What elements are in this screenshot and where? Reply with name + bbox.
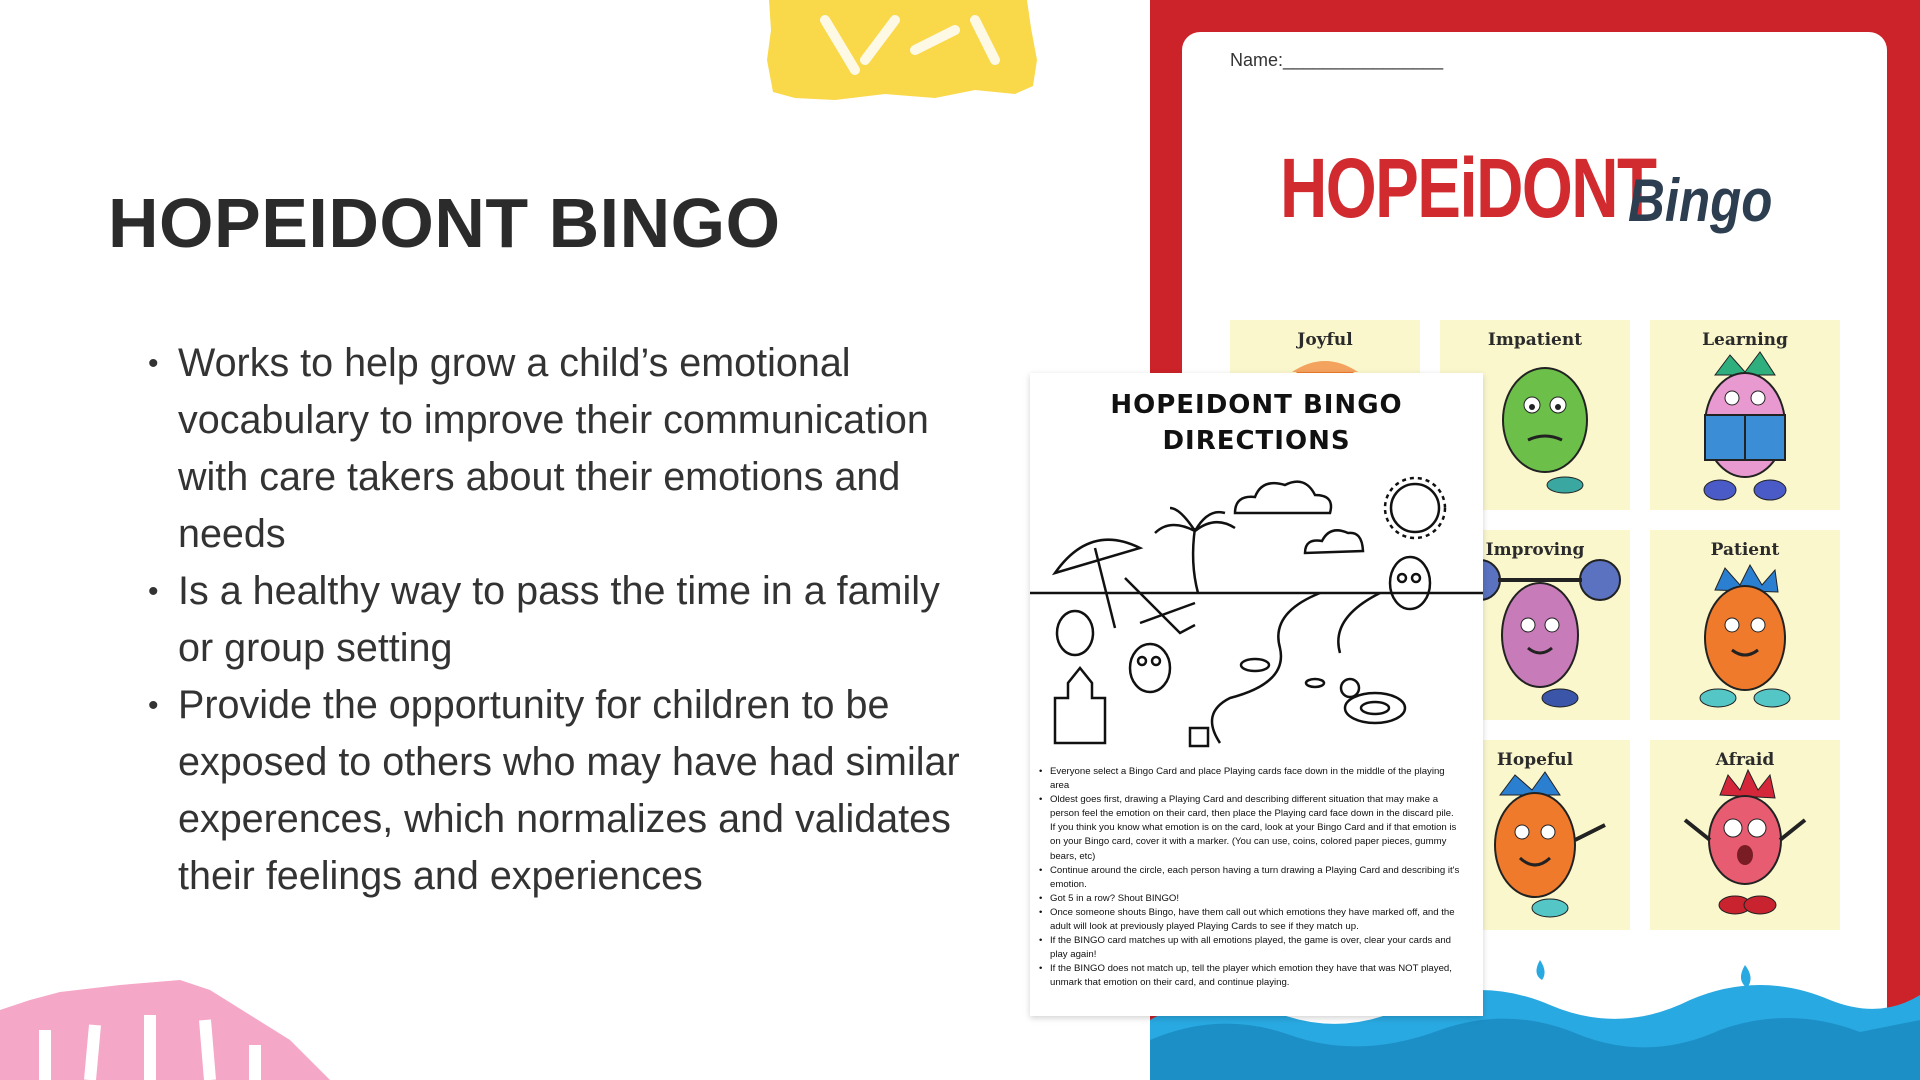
directions-sheet <box>1030 373 1483 1016</box>
directions-step: • Once someone shouts Bingo, have them call out which emotions they have marked off, and the adult will look at previously played Playing Cards to see if they match up. <box>1030 906 1460 934</box>
cell-label: Impatient <box>1487 330 1583 350</box>
bullet-item: • Is a healthy way to pass the time in a family or group setting <box>148 563 968 677</box>
character-icon <box>1650 320 1840 510</box>
bullet-item: • Provide the opportunity for children to be exposed to others who may have had similar experences, which normalizes and validates their feelings and experiences <box>148 677 968 905</box>
logo-hopeidont-text: HOPEiDONT <box>1280 141 1656 235</box>
beach-scene-illustration <box>1030 453 1483 753</box>
directions-step: • If the BINGO card matches up with all emotions played, the game is over, clear your cards and play again! <box>1030 934 1460 962</box>
bingo-cell <box>1650 530 1840 720</box>
directions-step: • Oldest goes first, drawing a Playing Card and describing different situation that may make a person feel the emotion on their card, then place the Playing card face down in the discard pile. If you think you know what emotion is on the card, look at your Bingo Card and if that emotion is on your Bingo card, cover it with a marker. (You can use, coins, colored paper pieces, gummy bears, etc) <box>1030 793 1460 863</box>
directions-step: • Everyone select a Bingo Card and place Playing cards face down in the middle of the playing area <box>1030 765 1460 793</box>
directions-step: • Got 5 in a row? Shout BINGO! <box>1030 892 1460 906</box>
directions-step: • Continue around the circle, each person having a turn drawing a Playing Card and describing it's emotion. <box>1030 864 1460 892</box>
cell-label: Joyful <box>1297 330 1353 350</box>
slide-title: HOPEIDONT BINGO <box>108 184 781 262</box>
directions-step: • If the BINGO does not match up, tell the player which emotion they have that was NOT played, unmark that emotion on their card, and continue playing. <box>1030 962 1460 990</box>
cell-label: Hopeful <box>1496 750 1574 770</box>
pink-paint-decoration <box>0 970 340 1080</box>
cell-label: Learning <box>1702 330 1788 350</box>
directions-title-line1: HOPEIDONT BINGO <box>1110 390 1403 420</box>
yellow-paint-decoration <box>765 0 1040 106</box>
cell-label: Afraid <box>1715 750 1775 770</box>
bullet-item: • Works to help grow a child’s emotional vocabulary to improve their communication with care takers about their emotions and needs <box>148 335 968 563</box>
character-icon <box>1650 740 1840 930</box>
directions-steps-list <box>1030 765 1460 991</box>
bingo-cell <box>1650 320 1840 510</box>
logo-bingo-text: Bingo <box>1628 167 1773 234</box>
cell-label: Improving <box>1485 540 1585 560</box>
cell-label: Patient <box>1710 540 1780 560</box>
directions-title <box>1030 387 1483 459</box>
bingo-logo <box>1280 140 1773 237</box>
directions-title-line2: DIRECTIONS <box>1162 426 1351 456</box>
name-field-label: Name:________________ <box>1230 50 1444 70</box>
bullet-list <box>148 335 968 905</box>
bingo-cell <box>1650 740 1840 930</box>
character-icon <box>1650 530 1840 720</box>
